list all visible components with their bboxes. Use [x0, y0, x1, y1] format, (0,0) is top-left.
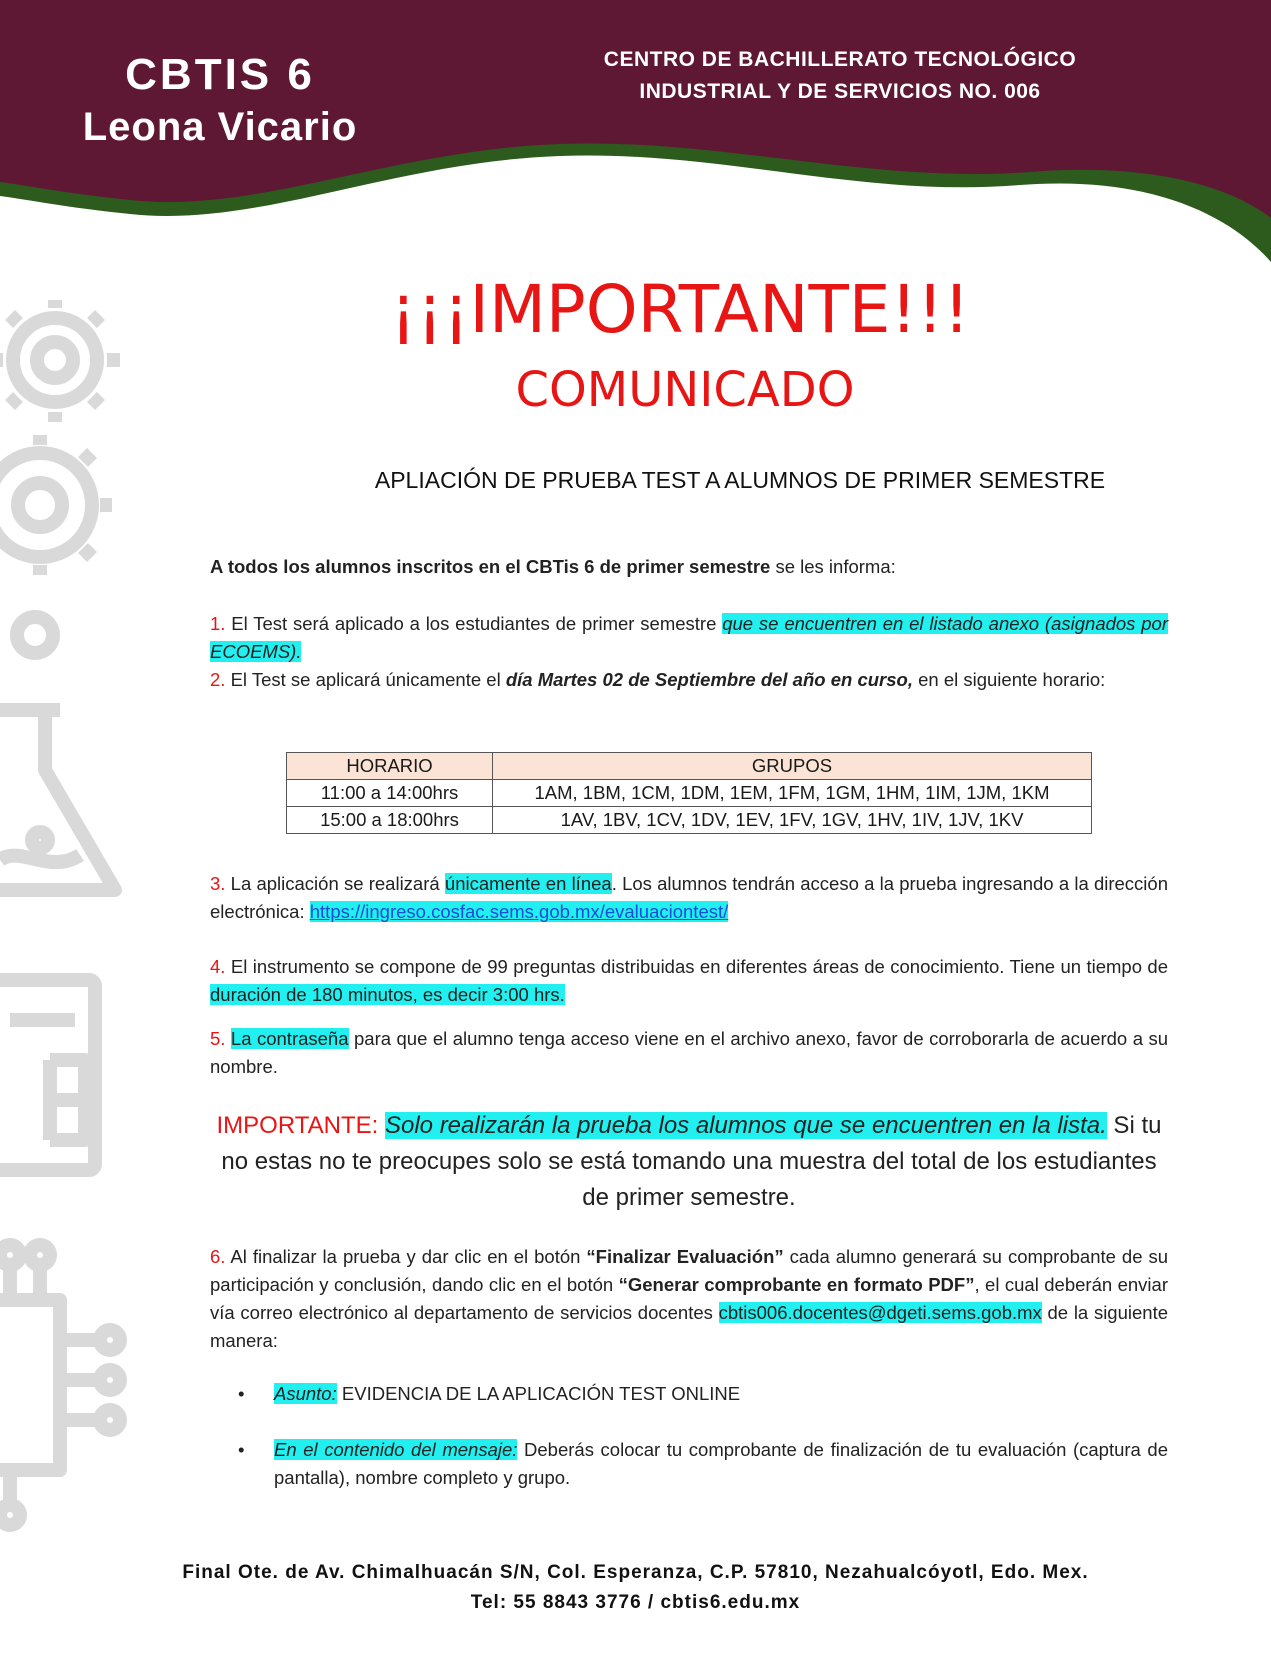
intro-bold: A todos los alumnos inscritos en el CBTis 6 de primer semestre [210, 556, 771, 577]
side-decoration [0, 300, 140, 1560]
item-highlight: La contraseña [230, 1028, 349, 1049]
item-text: cada alumno generará su comprobante de su participación y conclusión, dando clic en el botón [210, 1246, 1169, 1295]
institution-line2: INDUSTRIAL Y DE SERVICIOS NO. 006 [639, 80, 1041, 103]
intro-paragraph [210, 553, 1168, 581]
item-number: 3. [210, 873, 226, 894]
brand-block [30, 48, 410, 152]
bullet-label: Asunto: [274, 1383, 337, 1404]
item-highlight: únicamente en línea [444, 873, 612, 894]
brand-subname: Leona Vicario [82, 105, 358, 149]
item-text: , el cual deberán enviar vía correo electrónico al departamento de servicios docentes [210, 1274, 1168, 1323]
item-text: El instrumento se compone de 99 preguntas distribuidas en diferentes áreas de conocimiento. Tiene un tiempo de [225, 956, 1168, 977]
table-row [287, 780, 1092, 807]
notice-subtitle: APLIACIÓN DE PRUEBA TEST A ALUMNOS DE PRIMER SEMESTRE [374, 467, 1106, 493]
footer [0, 1558, 1271, 1618]
brand-name: CBTIS 6 [125, 50, 315, 99]
document-icon [0, 980, 95, 1170]
item-text: en el siguiente horario: [912, 669, 1106, 690]
headline-comunicado: COMUNICADO [515, 362, 855, 418]
item-text: El Test será aplicado a los estudiantes de primer semestre [225, 613, 723, 634]
bullet-icon: • [238, 1383, 245, 1404]
bullet-icon: • [238, 1439, 245, 1460]
item-text: de la siguiente manera: [210, 1302, 1169, 1351]
item-number: 5. [210, 1028, 226, 1049]
item-1 [210, 610, 1168, 666]
table-cell-groups: 1AM, 1BM, 1CM, 1DM, 1EM, 1FM, 1GM, 1HM, 1IM, 1JM, 1KM [493, 780, 1092, 807]
important-note [210, 1108, 1168, 1216]
evaluation-link[interactable]: https://ingreso.cosfac.sems.gob.mx/evaluaciontest/ [309, 901, 729, 922]
bullet-text: EVIDENCIA DE LA APLICACIÓN TEST ONLINE [336, 1383, 741, 1404]
institution-name [560, 44, 1120, 108]
instructions-list [210, 1380, 1168, 1492]
item-number: 6. [210, 1246, 226, 1267]
schedule-table [286, 752, 1092, 834]
button-name-finalizar: “Finalizar Evaluación” [586, 1246, 784, 1267]
item-text: para que el alumno tenga acceso viene en el archivo anexo, favor de corroborarla de acuerdo a su nombre. [210, 1028, 1168, 1077]
button-name-generar: “Generar comprobante en formato PDF” [618, 1274, 975, 1295]
circuit-icon [0, 1245, 120, 1525]
table-header-row [287, 753, 1092, 780]
item-2 [210, 666, 1168, 694]
table-row [287, 807, 1092, 834]
item-text: Al finalizar la prueba y dar clic en el botón [225, 1246, 587, 1267]
item-number: 1. [210, 613, 226, 634]
item-highlight: que se encuentren en el listado anexo (asignados por ECOEMS). [210, 613, 1169, 662]
footer-address: Final Ote. de Av. Chimalhuacán S/N, Col. Esperanza, C.P. 57810, Nezahualcóyotl, Edo. Mex. [182, 1562, 1089, 1583]
item-text: El Test se aplicará únicamente el [225, 669, 506, 690]
item-number: 2. [210, 669, 226, 690]
circle-icon [17, 617, 53, 653]
item-5 [210, 1025, 1168, 1081]
institution-line1: CENTRO DE BACHILLERATO TECNOLÓGICO [603, 48, 1077, 71]
bullet-text: Deberás colocar tu comprobante de finalización de tu evaluación (captura de pantalla), nombre completo y grupo. [274, 1439, 1168, 1488]
table-cell-time: 15:00 a 18:00hrs [287, 807, 493, 834]
table-cell-groups: 1AV, 1BV, 1CV, 1DV, 1EV, 1FV, 1GV, 1HV, 1IV, 1JV, 1KV [493, 807, 1092, 834]
footer-contact: Tel: 55 8843 3776 / cbtis6.edu.mx [470, 1592, 801, 1613]
email-address[interactable]: cbtis006.docentes@dgeti.sems.gob.mx [718, 1302, 1042, 1323]
important-text: Si tu no estas no te preocupes solo se está tomando una muestra del total de los estudiantes de primer semestre. [221, 1112, 1162, 1211]
column-header: HORARIO [287, 753, 493, 780]
list-item [210, 1436, 1168, 1492]
item-number: 4. [210, 956, 226, 977]
intro-rest: se les informa: [770, 556, 896, 577]
column-header: GRUPOS [493, 753, 1092, 780]
flask-icon [0, 710, 115, 890]
table-cell-time: 11:00 a 14:00hrs [287, 780, 493, 807]
item-highlight: duración de 180 minutos, es decir 3:00 hrs. [210, 984, 565, 1005]
item-date: día Martes 02 de Septiembre del año en curso, [505, 669, 913, 690]
important-label: IMPORTANTE: [216, 1112, 379, 1139]
gear-icon [0, 435, 112, 575]
item-text: . Los alumnos tendrán acceso a la prueba ingresando a la dirección electrónica: [210, 873, 1168, 922]
headline-important: ¡¡¡IMPORTANTE!!! [390, 271, 970, 348]
item-4 [210, 953, 1168, 1009]
list-item [210, 1380, 1168, 1408]
important-highlight: Solo realizarán la prueba los alumnos que se encuentren en la lista. [384, 1112, 1107, 1139]
bullet-label: En el contenido del mensaje: [274, 1439, 518, 1460]
item-3 [210, 870, 1168, 926]
item-text: La aplicación se realizará [225, 873, 445, 894]
item-6 [210, 1243, 1168, 1355]
